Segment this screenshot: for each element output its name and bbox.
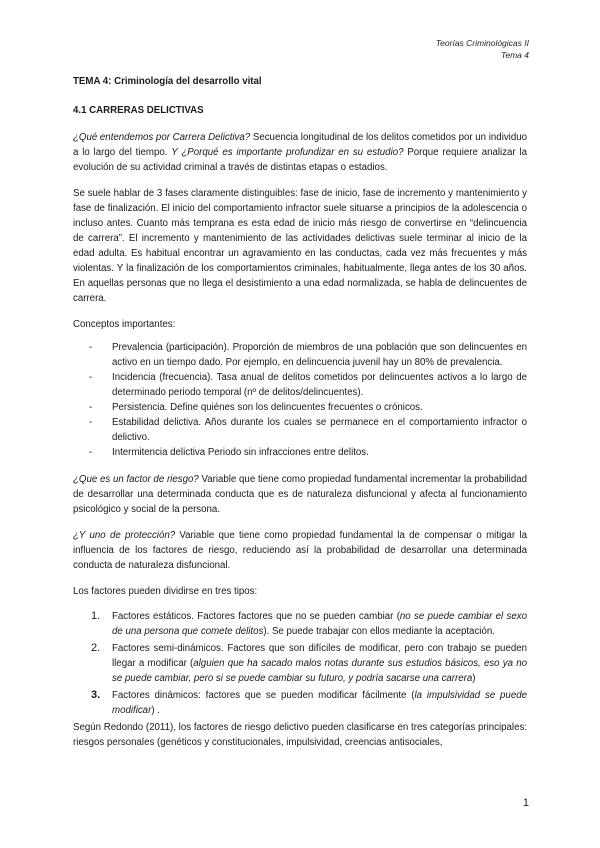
list-item: - Intermitencia delictiva Periodo sin infracciones entre delitos. xyxy=(73,445,527,460)
list-item: - Estabilidad delictiva. Años durante los cuales se permanece en el comportamiento infractor o delictivo. xyxy=(73,415,527,445)
concepts-label: Conceptos importantes: xyxy=(73,319,176,330)
document-body xyxy=(73,74,527,761)
list-item: - Persistencia. Define quiénes son los delincuentes frecuentes o crónicos. xyxy=(73,400,527,415)
paragraph-proteccion xyxy=(73,528,527,573)
factors-label: Los factores pueden dividirse en tres tipos: xyxy=(73,586,258,597)
item-number: 3. xyxy=(91,689,101,701)
factor-example: no se puede cambiar el sexo de una persona que comete delitos xyxy=(112,611,527,637)
question-estudio: Y ¿Porqué es importante profundizar en su estudio? xyxy=(171,147,404,158)
section-heading: 4.1 CARRERAS DELICTIVAS xyxy=(73,105,204,116)
factor-example: la impulsividad se puede modificar xyxy=(112,690,527,716)
question-factor-riesgo: ¿Que es un factor de riesgo? xyxy=(73,474,199,485)
page-number: 1 xyxy=(522,797,529,809)
item-number: 2. xyxy=(91,642,101,654)
factor-text-end: ) . xyxy=(151,705,160,716)
list-item: - Prevalencia (participación). Proporción de miembros de una población que son delincuentes en activo en un tiempo dado. Por ejemplo, en delincuencia juvenil hay un 80% de prevalencia. xyxy=(73,340,527,370)
header-topic: Tema 4 xyxy=(500,50,529,60)
list-item xyxy=(73,641,527,686)
factor-text: Factores estáticos. Factores factores que no se pueden cambiar ( xyxy=(112,611,400,622)
paragraph-carrera-delictiva xyxy=(73,130,527,175)
question-proteccion: ¿Y uno de protección? xyxy=(73,530,176,541)
factor-text: Factores semi-dinámicos. Factores que son difíciles de modificar, pero con trabajo se pueden llegar a modificar ( xyxy=(112,643,527,669)
list-item: - Incidencia (frecuencia). Tasa anual de delitos cometidos por delincuentes activos a lo largo de determinado periodo temporal (nº de delitos/delincuentes). xyxy=(73,370,527,400)
answer-factor-riesgo: Variable que tiene como propiedad fundamental incrementar la probabilidad de desarrollar una determinada conducta que es de naturaleza disfuncional y afecta al funcionamiento psicológico y social de la persona. xyxy=(73,474,527,515)
factors-list xyxy=(73,609,527,718)
running-header xyxy=(436,37,529,61)
list-item xyxy=(73,609,527,639)
paragraph-factor-riesgo xyxy=(73,472,527,517)
answer-estudio: Porque requiere analizar la evolución de su actividad criminal a través de distintas etapas o estadios. xyxy=(73,147,528,173)
answer-proteccion: Variable que tiene como propiedad fundamental la de compensar o mitigar la influencia de los factores de riesgo, reduciendo así la probabilidad de desarrollar una determinada conducta de naturaleza disfuncional. xyxy=(73,530,527,571)
factor-text-end: ). Se puede trabajar con ellos mediante la aceptación. xyxy=(263,626,495,637)
header-course: Teorías Criminológicas II xyxy=(435,38,529,48)
factor-example: alguien que ha sacado malos notas durante sus estudios básicos, eso ya no se puede cambiar, pero si se puede cambiar su futuro, y podría sacarse una carrera xyxy=(112,658,528,684)
document-title: TEMA 4: Criminología del desarrollo vital xyxy=(73,76,262,87)
answer-carrera: Secuencia longitudinal de los delitos cometidos por un individuo a lo largo del tiempo. xyxy=(73,132,528,158)
factor-text-end: ) xyxy=(472,673,476,684)
paragraph-fases: Se suele hablar de 3 fases claramente distinguibles: fase de inicio, fase de incremento y mantenimiento y fase de finalización. El inicio del comportamiento infractor suele situarse a principios de la adolescencia o incluso antes. Cuanto más temprana es esta edad de inicio más riesgo de convertirse en “delincuencia de carrera”. El incremento y mantenimiento de las actividades delictivas suele terminar al inicio de la edad adulta. Es habitual encontrar un agravamiento en las conductas, cada vez más frecuentes y más violentas. Y la finalización de los comportamientos criminales, habitualmente, llega antes de los 30 años. En aquellas personas que no llega el desistimiento a una edad normalizada, se habla de delincuentes de carrera. xyxy=(73,188,527,304)
list-item xyxy=(73,688,527,718)
question-carrera: ¿Qué entendemos por Carrera Delictiva? xyxy=(73,132,251,143)
item-number: 1. xyxy=(91,610,101,622)
factor-text: Factores dinámicos: factores que se pueden modificar fácilmente ( xyxy=(112,690,415,701)
concepts-list xyxy=(73,340,527,460)
paragraph-redondo: Según Redondo (2011), los factores de riesgo delictivo pueden clasificarse en tres categorías principales: riesgos personales (genéticos y constitucionales, impulsividad, creencias antisociales, xyxy=(73,722,527,748)
